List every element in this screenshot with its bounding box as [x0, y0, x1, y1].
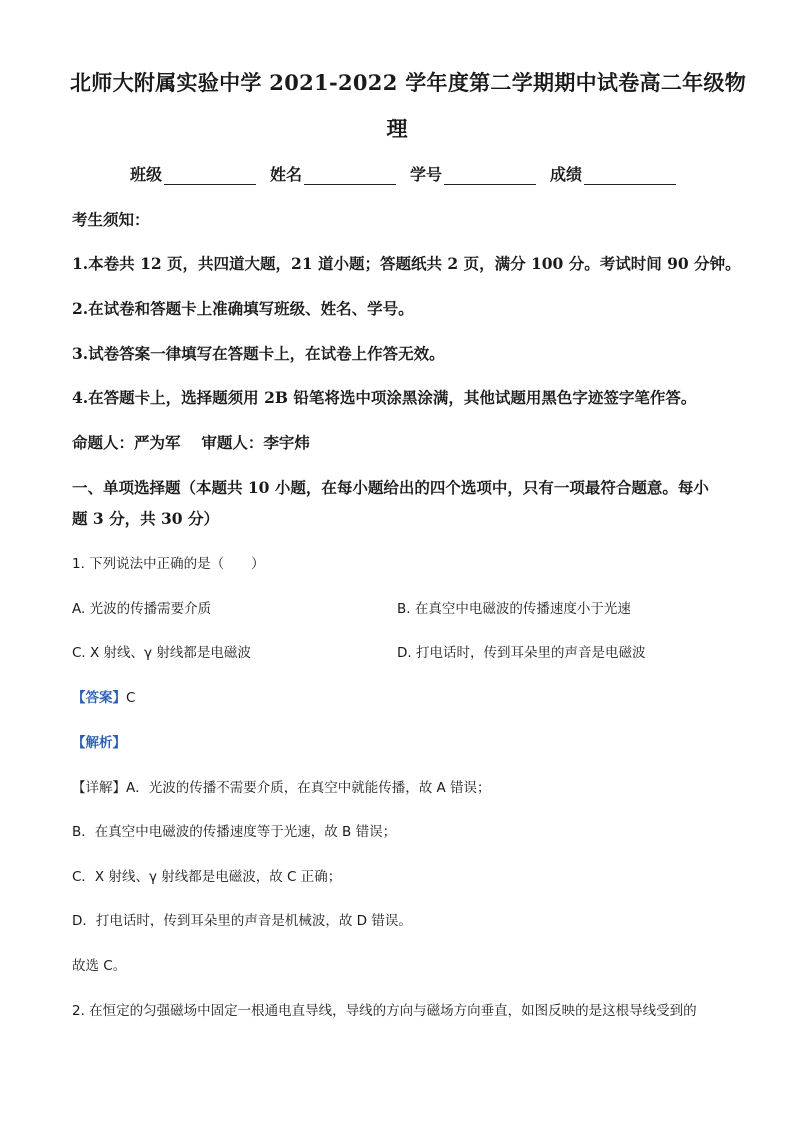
answer-tag: 【答案】 — [72, 690, 126, 706]
q1-detail-b: B．在真空中电磁波的传播速度等于光速，故 B 错误； — [72, 824, 397, 840]
info-class-label: 班级 — [130, 165, 163, 184]
exam-title-line2: 理 — [386, 116, 408, 141]
info-score-label: 成绩 — [550, 165, 583, 184]
q1-analysis-heading — [72, 731, 126, 751]
q1-option-b: B. 在真空中电磁波的传播速度小于光速 — [397, 601, 631, 617]
q2-stem: 2. 在恒定的匀强磁场中固定一根通电直导线，导线的方向与磁场方向垂直，如图反映的是这根导线受到的 — [72, 1003, 697, 1019]
notice-item-2: 2.在试卷和答题卡上准确填写班级、姓名、学号。 — [72, 299, 414, 318]
exam-title-line1: 北师大附属实验中学 2021-2022 学年度第二学期期中试卷高二年级物 — [70, 70, 747, 95]
info-name-blank[interactable] — [304, 168, 396, 185]
detail-a-text: A．光波的传播不需要介质，在真空中就能传播，故 A 错误； — [126, 780, 491, 796]
q1-stem: 1. 下列说法中正确的是（ ） — [72, 556, 265, 572]
q1-detail-d: D．打电话时，传到耳朵里的声音是机械波，故 D 错误。 — [72, 913, 412, 929]
info-id-label: 学号 — [410, 165, 443, 184]
q1-conclusion: 故选 C。 — [72, 958, 127, 974]
q1-detail-c: C．X 射线、γ 射线都是电磁波，故 C 正确； — [72, 869, 342, 885]
notice-heading: 考生须知： — [72, 210, 150, 229]
info-class-blank[interactable] — [164, 168, 256, 185]
info-score — [550, 162, 676, 185]
notice-item-4: 4.在答题卡上，选择题须用 2B 铅笔将选中项涂黑涂满，其他试题用黑色字迹签字笔作答。 — [72, 388, 697, 407]
notice-item-3: 3.试卷答案一律填写在答题卡上，在试卷上作答无效。 — [72, 344, 445, 363]
info-id — [410, 162, 536, 185]
answer-value: C — [126, 690, 136, 706]
q1-detail-a — [72, 776, 491, 796]
section1-heading-line1: 一、单项选择题（本题共 10 小题，在每小题给出的四个选项中，只有一项最符合题意。每小 — [72, 478, 709, 497]
info-class — [130, 162, 256, 185]
info-name-label: 姓名 — [270, 165, 303, 184]
q1-option-c: C. X 射线、γ 射线都是电磁波 — [72, 645, 251, 661]
detail-tag: 【详解】 — [72, 780, 126, 796]
q1-option-a: A. 光波的传播需要介质 — [72, 601, 212, 617]
notice-item-1: 1.本卷共 12 页，共四道大题，21 道小题；答题纸共 2 页，满分 100 分。考试时间 90 分钟。 — [72, 254, 741, 273]
q1-answer — [72, 686, 135, 706]
student-info-row — [130, 162, 690, 185]
q1-option-d: D. 打电话时，传到耳朵里的声音是电磁波 — [397, 645, 646, 661]
info-score-blank[interactable] — [584, 168, 676, 185]
info-name — [270, 162, 396, 185]
exam-authors: 命题人：严为军 审题人：李宇炜 — [72, 433, 310, 452]
info-id-blank[interactable] — [444, 168, 536, 185]
section1-heading-line2: 题 3 分，共 30 分） — [72, 509, 219, 528]
analysis-tag: 【解析】 — [72, 735, 126, 751]
